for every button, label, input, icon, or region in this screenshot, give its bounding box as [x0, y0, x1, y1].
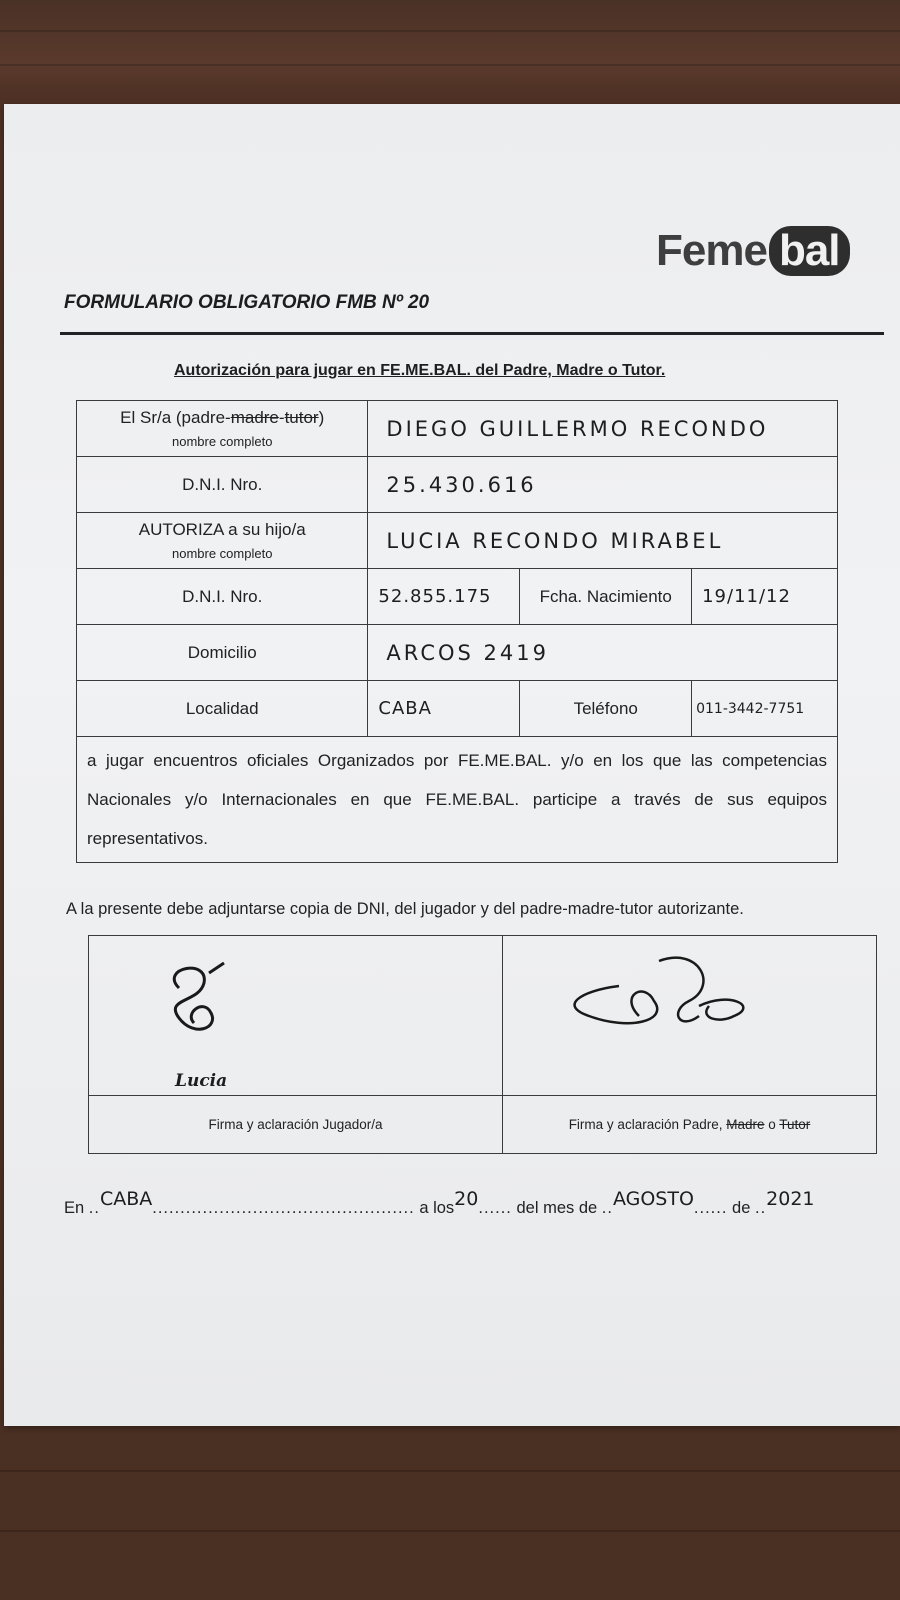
- child-name-sublabel: nombre completo: [171, 546, 273, 561]
- child-name-field[interactable]: LUCIA RECONDO MIRABEL: [368, 513, 838, 569]
- parent-dni-label: D.N.I. Nro.: [77, 457, 368, 513]
- date-place-line: En ..CABA............................................... a los20...... del mes de ..AGOSTO...... de ..2021: [64, 1188, 815, 1217]
- birth-date-field[interactable]: 19/11/12: [692, 569, 838, 625]
- parent-signature-icon: [559, 946, 759, 1046]
- child-dni-field[interactable]: 52.855.175: [368, 569, 520, 625]
- parent-signature-caption: Firma y aclaración Padre, Madre o Tutor: [503, 1096, 877, 1154]
- title-divider: [60, 332, 884, 335]
- city-label: Localidad: [77, 681, 368, 737]
- parent-name-label: El Sr/a (padre-madre-tutor) nombre completo: [77, 401, 368, 457]
- form-subtitle: Autorización para jugar en FE.ME.BAL. del Padre, Madre o Tutor.: [174, 362, 666, 379]
- player-name-handwritten: Lucia: [175, 1071, 228, 1091]
- player-signature-box[interactable]: [89, 936, 503, 1096]
- address-field[interactable]: ARCOS 2419: [368, 625, 838, 681]
- year-field[interactable]: 2021: [766, 1188, 815, 1210]
- child-dni-label: D.N.I. Nro.: [77, 569, 368, 625]
- authorization-paragraph: a jugar encuentros oficiales Organizados por FE.ME.BAL. y/o en los que las competencias Nacionales y/o Internacionales en que FE.ME.BAL. participe a través de sus equipos representativos.: [77, 737, 838, 863]
- parent-signature-box[interactable]: [503, 936, 877, 1096]
- player-signature-caption: Firma y aclaración Jugador/a: [89, 1096, 503, 1154]
- player-signature-icon: [149, 958, 269, 1048]
- form-title: FORMULARIO OBLIGATORIO FMB Nº 20: [64, 292, 430, 313]
- authorization-table: [76, 400, 838, 863]
- birth-date-label: Fcha. Nacimiento: [520, 569, 692, 625]
- child-name-label: AUTORIZA a su hijo/a nombre completo: [77, 513, 368, 569]
- parent-name-sublabel: nombre completo: [171, 434, 273, 449]
- month-field[interactable]: AGOSTO: [612, 1188, 694, 1210]
- parent-name-field[interactable]: DIEGO GUILLERMO RECONDO: [368, 401, 838, 457]
- febamel-logo: Feme bal: [656, 226, 850, 276]
- parent-dni-field[interactable]: 25.430.616: [368, 457, 838, 513]
- day-field[interactable]: 20: [454, 1188, 479, 1210]
- dni-attachment-note: A la presente debe adjuntarse copia de DNI, del jugador y del padre-madre-tutor autorizante.: [66, 900, 744, 918]
- signature-table: [88, 935, 877, 1154]
- address-label: Domicilio: [77, 625, 368, 681]
- phone-label: Teléfono: [520, 681, 692, 737]
- city-field[interactable]: CABA: [368, 681, 520, 737]
- place-field[interactable]: CABA: [99, 1188, 153, 1210]
- phone-field[interactable]: 011-3442-7751: [692, 681, 838, 737]
